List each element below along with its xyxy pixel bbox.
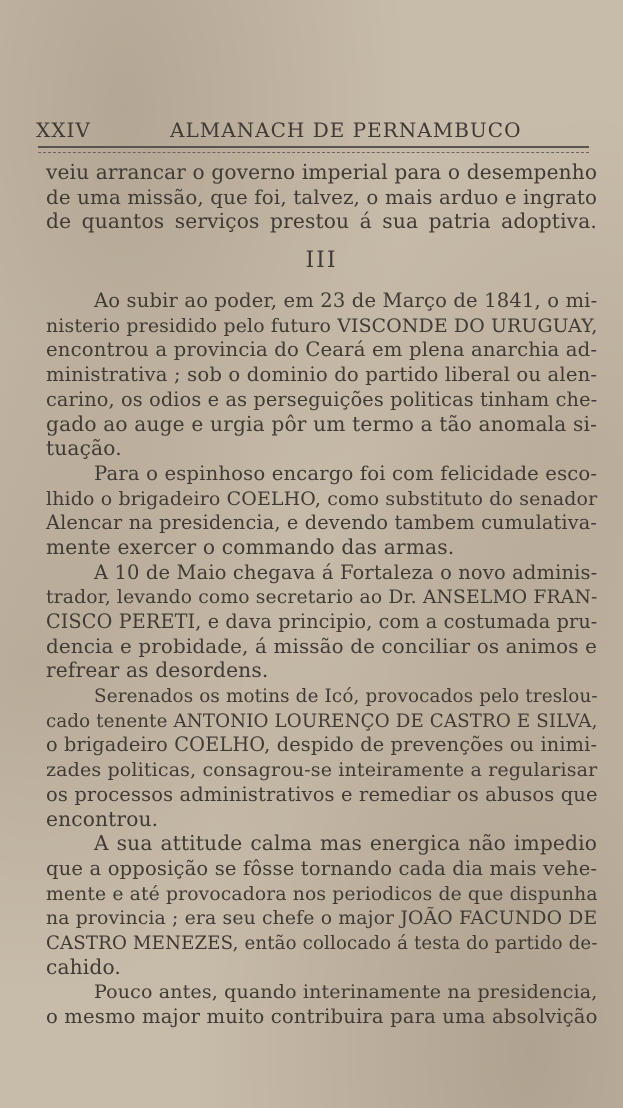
text-line: gado ao auge e urgia pôr um termo a tão anomala si- <box>46 411 598 436</box>
text-line: encontrou a provincia do Ceará em plena anarchia ad- <box>46 338 598 362</box>
text-line: carino, os odios e as perseguições politicas tinham che- <box>46 387 598 411</box>
text-line: de uma missão, que foi, talvez, o mais arduo e ingrato <box>46 185 598 209</box>
text-line: encontrou. <box>46 806 159 831</box>
header-rule <box>38 146 589 153</box>
running-title: ALMANACH DE PERNAMBUCO <box>170 118 522 142</box>
text-line: Para o espinhoso encargo foi com felicidade esco- <box>94 461 598 485</box>
text-line: refrear as desordens. <box>46 658 269 683</box>
text-line: cado tenente ANTONIO LOURENÇO DE CASTRO E SILVA, <box>46 710 598 732</box>
text-line: que a opposição se fôsse tornando cada dia mais vehe- <box>46 856 598 880</box>
text-line: Alencar na presidencia, e devendo tambem cumulativa- <box>46 511 598 535</box>
text-line: lhido o brigadeiro COELHO, como substituto do senador <box>46 487 598 510</box>
text-line: CISCO PERETI, e dava principio, com a costumada pru- <box>46 610 598 633</box>
text-line: A sua attitude calma mas energica não impedio <box>94 831 597 856</box>
text-line: tuação. <box>46 436 122 461</box>
text-line: zades politicas, consagrou-se inteiramente a regularisar <box>46 759 598 782</box>
text-line: trador, levando como secretario ao Dr. ANSELMO FRAN- <box>46 587 598 609</box>
text-line: o brigadeiro COELHO, despido de prevenções ou inimi- <box>46 733 598 757</box>
text-line: CASTRO MENEZES, então collocado á testa do partido de- <box>46 932 598 954</box>
text-line: mente e até provocadora nos periodicos de que dispunha <box>46 883 598 905</box>
text-line: ministrativa ; sob o dominio do partido liberal ou alen- <box>46 363 598 387</box>
text-line: nisterio presidido pelo futuro VISCONDE DO URUGUAY, <box>46 314 598 337</box>
text-line: o mesmo major muito contribuira para uma absolvição <box>46 1005 598 1028</box>
text-line: mente exercer o commando das armas. <box>46 534 455 559</box>
body-text <box>46 160 597 1029</box>
text-line: Pouco antes, quando interinamente na presidencia, <box>94 981 598 1004</box>
text-line: veiu arrancar o governo imperial para o desempenho <box>46 160 598 184</box>
page-number: XXIV <box>36 118 91 142</box>
text-line: Ao subir ao poder, em 23 de Março de 1841, o mi- <box>94 289 598 313</box>
text-line: Serenados os motins de Icó, provocados pelo treslou- <box>94 686 598 708</box>
text-line: dencia e probidade, á missão de conciliar os animos e <box>46 634 597 658</box>
text-line: os processos administrativos e remediar os abusos que <box>46 782 598 806</box>
page-header <box>36 118 593 144</box>
text-line: de quantos serviços prestou á sua patria adoptiva. <box>46 209 597 234</box>
text-line: cahido. <box>46 954 121 979</box>
text-line: A 10 de Maio chegava á Fortaleza o novo adminis- <box>94 560 598 584</box>
section-heading: III <box>305 248 338 274</box>
text-line: na provincia ; era seu chefe o major JOÃO FACUNDO DE <box>46 908 598 930</box>
